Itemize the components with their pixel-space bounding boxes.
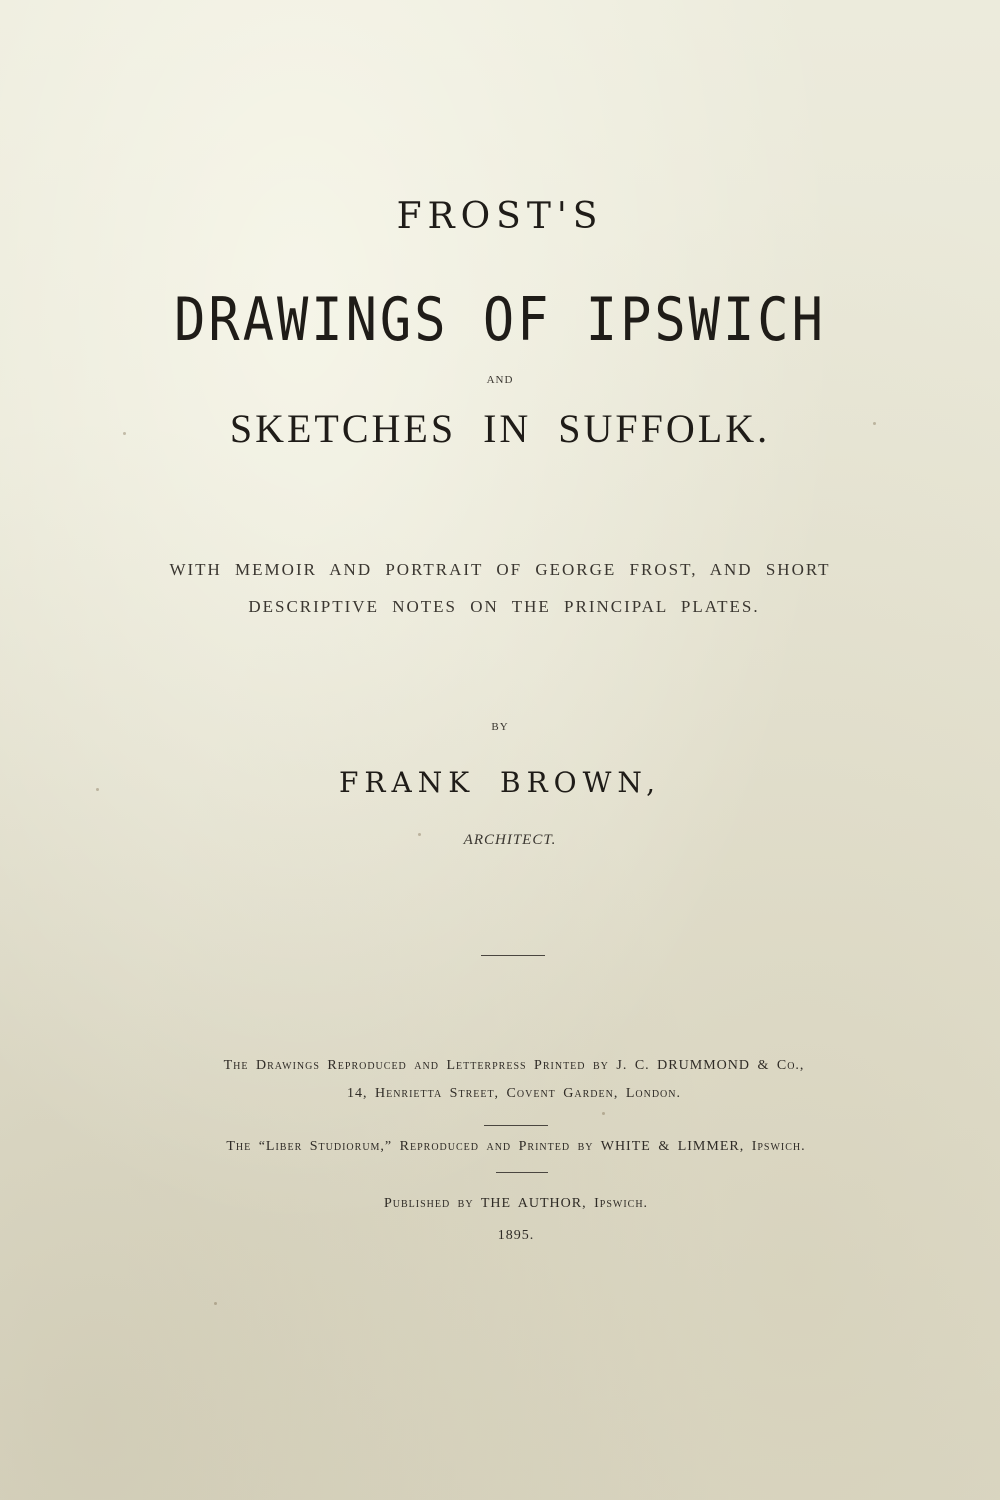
title-frosts: FROST'S	[396, 196, 604, 237]
imprint-line-3: The “Liber Studiorum,” Reproduced and Printed by WHITE & LIMMER, Ipswich.	[226, 1139, 806, 1154]
by-label: BY	[491, 721, 509, 733]
subtitle-line-2: DESCRIPTIVE NOTES ON THE PRINCIPAL PLATES.	[248, 597, 760, 616]
author-role: ARCHITECT.	[463, 832, 557, 848]
publisher-line: Published by THE AUTHOR, Ipswich.	[383, 1196, 649, 1211]
imprint-line-2: 14, Henrietta Street, Covent Garden, London.	[346, 1086, 681, 1101]
title-sketches: SKETCHES IN SUFFOLK.	[229, 406, 771, 451]
author-name: FRANK BROWN,	[338, 766, 662, 799]
divider-rule	[481, 955, 545, 956]
paper-speck	[96, 788, 99, 791]
paper-speck	[873, 422, 876, 425]
paper-speck	[123, 432, 126, 435]
paper-speck	[418, 833, 421, 836]
subtitle-line-1: WITH MEMOIR AND PORTRAIT OF GEORGE FROST, AND SHORT	[169, 560, 831, 579]
paper-speck	[602, 1112, 605, 1115]
small-divider-rule	[496, 1172, 548, 1173]
title-main: DRAWINGS OF IPSWICH	[174, 286, 826, 355]
publication-year: 1895.	[497, 1228, 535, 1243]
title-and: AND	[486, 374, 514, 386]
paper-speck	[214, 1302, 217, 1305]
imprint-line-1: The Drawings Reproduced and Letterpress Printed by J. C. DRUMMOND & Co.,	[223, 1058, 805, 1073]
small-divider-rule	[484, 1125, 548, 1126]
